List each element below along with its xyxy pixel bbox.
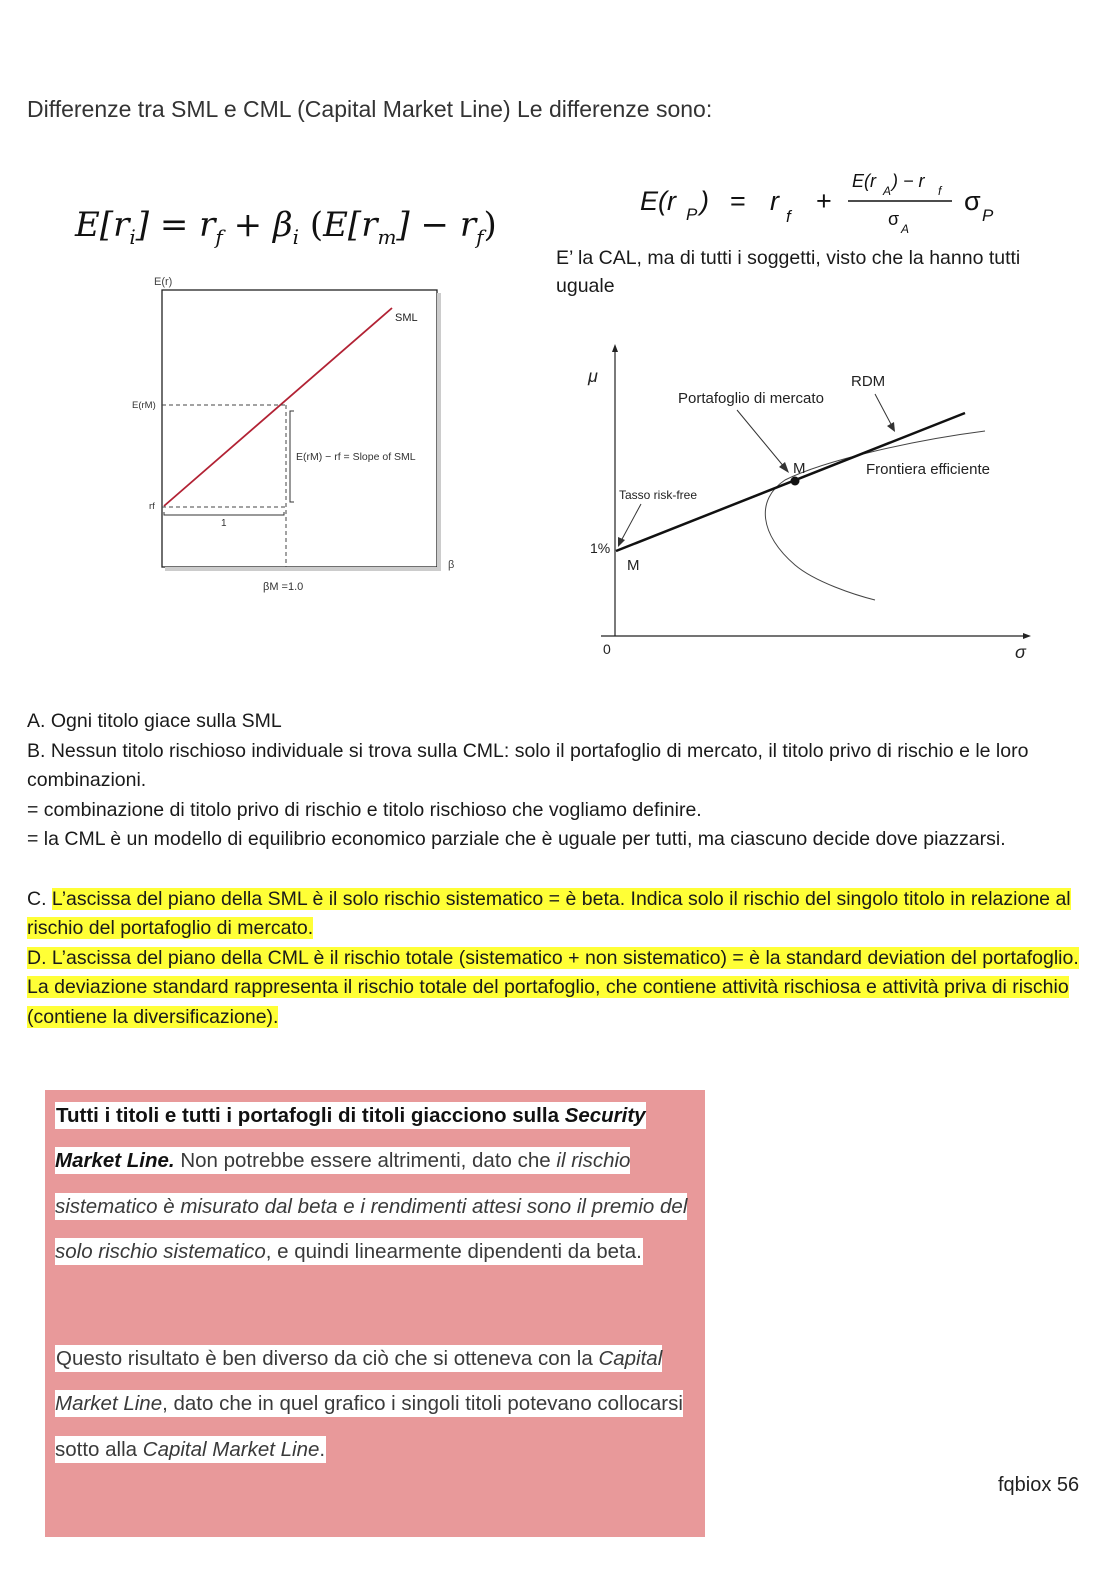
cml-formula xyxy=(640,165,1020,245)
svg-text:P: P xyxy=(686,205,698,224)
sml-line xyxy=(164,308,392,506)
cml-chart xyxy=(585,340,1055,680)
point-d: D. L’ascissa del piano della CML è il rischio totale (sistematico + non sistematico) = è la standard deviation del portafoglio. La deviazione standard rappresenta il rischio totale del portafoglio, che contiene attività rischiosa e attività priva di rischio (contiene la diversificazione). xyxy=(27,946,1079,1028)
quote-paragraph-2: Questo risultato è ben diverso da ciò che si otteneva con la Capital Market Line, dato che in quel grafico i singoli titoli potevano collocarsi sotto alla Capital Market Line. xyxy=(55,1347,683,1461)
svg-text:+: + xyxy=(816,186,832,216)
sml-frame xyxy=(162,290,437,567)
cml-y-label: μ xyxy=(588,366,598,386)
sml-y-label: E(r) xyxy=(154,276,173,288)
quote-box xyxy=(45,1090,705,1537)
svg-text:E(r: E(r xyxy=(852,171,876,191)
m-lower-label: M xyxy=(627,557,640,574)
svg-text:E(r: E(r xyxy=(640,186,676,216)
market-point xyxy=(791,477,800,486)
point-eq1: = combinazione di titolo privo di rischio e titolo rischioso che vogliamo definire. xyxy=(27,798,702,821)
sml-line-label: SML xyxy=(395,312,418,324)
frontier-label: Frontiera efficiente xyxy=(866,461,990,478)
body-text xyxy=(27,707,1087,1033)
rdm-label: RDM xyxy=(851,373,886,390)
svg-text:): ) xyxy=(700,186,709,216)
sml-formula: $E[r_i] = r_f + \beta_i$ $(E[r_m] - r_f)$ xyxy=(75,205,497,249)
svg-text:f: f xyxy=(786,207,791,226)
point-eq2: = la CML è un modello di equilibrio economico parziale che è uguale per tutti, ma ciascuno decide dove piazzarsi. xyxy=(27,828,1006,851)
svg-text:σ: σ xyxy=(888,209,900,229)
quote-paragraph-1: Tutti i titoli e tutti i portafogli di titoli giacciono sulla Security Market Line. Non potrebbe essere altrimenti, dato che il rischio sistematico è misurato dal beta e i rendimenti attesi sono il premio del solo rischio sistematico, e quindi linearmente dipendenti da beta. xyxy=(55,1104,688,1263)
cml-origin-label: 0 xyxy=(603,641,611,657)
page-heading: Differenze tra SML e CML (Capital Market Line) Le differenze sono: xyxy=(27,96,713,122)
cml-line xyxy=(616,413,965,551)
svg-text:σ: σ xyxy=(964,186,981,216)
beta-m-label: βM =1.0 xyxy=(263,581,304,593)
svg-text:A: A xyxy=(883,184,892,198)
page-footer: fqbiox 56 xyxy=(998,1474,1080,1496)
svg-text:P: P xyxy=(982,206,994,225)
svg-text:r: r xyxy=(770,186,779,216)
m-point-label: M xyxy=(793,460,806,477)
point-a: A. Ogni titolo giace sulla SML xyxy=(27,710,282,732)
svg-text:f: f xyxy=(938,184,942,198)
point-c: C. L’ascissa del piano della SML è il solo rischio sistematico = è beta. Indica solo il rischio del singolo titolo in relazione al rischio del portafoglio di mercato. xyxy=(27,887,1071,940)
cml-x-label: σ xyxy=(1015,642,1026,662)
erm-label: E(rM) xyxy=(132,400,156,411)
slope-label: E(rM) − rf = Slope of SML xyxy=(296,451,416,463)
riskfree-label: Tasso risk-free xyxy=(619,488,698,502)
run-label: 1 xyxy=(221,518,227,529)
rf-label: rf xyxy=(149,501,155,512)
svg-text:A: A xyxy=(901,222,910,236)
sml-chart xyxy=(120,268,540,608)
rf-value-label: 1% xyxy=(590,540,611,556)
svg-text:) − r: ) − r xyxy=(892,171,925,191)
point-b: B. Nessun titolo rischioso individuale si trova sulla CML: solo il portafoglio di mercato, il titolo privo di rischio e le loro combinazioni. xyxy=(27,739,1029,792)
market-portfolio-label: Portafoglio di mercato xyxy=(678,390,824,407)
efficient-frontier xyxy=(765,431,985,600)
sml-x-label: β xyxy=(448,559,455,571)
svg-text:=: = xyxy=(730,186,746,216)
cal-note: E’ la CAL, ma di tutti i soggetti, visto che la hanno tutti uguale xyxy=(556,247,1021,297)
